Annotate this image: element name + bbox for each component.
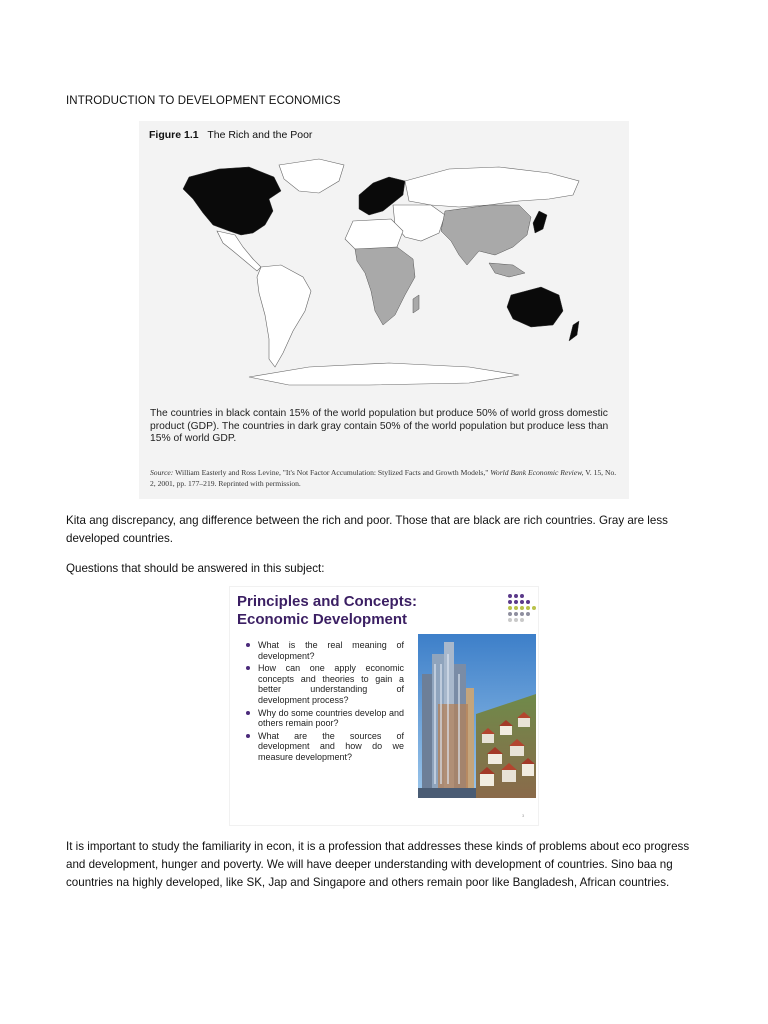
figure-source	[150, 468, 620, 489]
document-heading: INTRODUCTION TO DEVELOPMENT ECONOMICS	[66, 95, 341, 107]
paragraph-questions-intro: Questions that should be answered in this subject:	[66, 562, 325, 575]
figure-caption: The countries in black contain 15% of the world population but produce 50% of world gross domestic product (GDP). The countries in dark gray contain 50% of the world population but produce less than 15% of world GDP.	[150, 408, 609, 444]
figure-title-text: The Rich and the Poor	[207, 129, 313, 141]
slide-principles-and-concepts	[230, 587, 538, 825]
world-map	[169, 155, 609, 387]
north-africa-shape	[345, 219, 403, 251]
south-america-shape	[257, 265, 311, 367]
slide-bullet: What is the real meaning of development?	[244, 640, 404, 661]
slide-bullet: How can one apply economic concepts and theories to gain a better understanding of development process?	[244, 663, 404, 705]
slide-title-line1: Principles and Concepts:	[237, 593, 418, 610]
paragraph-importance: It is important to study the familiarity in econ, it is a profession that addresses these kinds of problems about eco progress and development, hunger and poverty. We will have deeper understanding with development of countries. Sino baa ng countries na highly developed, like SK, Jap and Singapore and others remain poor like Bangladesh, African countries.	[66, 840, 690, 889]
japan-rich-shape	[533, 211, 547, 233]
source-label: Source:	[150, 468, 174, 477]
decorative-dots-icon	[506, 592, 538, 632]
source-tail: V. 15, No. 2, 2001, pp. 177–219. Reprinted with permission.	[150, 468, 617, 488]
city-skyline-photo	[418, 634, 536, 798]
slide-bullet-list	[244, 640, 404, 765]
figure-rich-and-poor	[139, 121, 629, 499]
greenland-shape	[279, 159, 344, 193]
north-america-rich-shape	[183, 167, 281, 235]
russia-shape	[405, 167, 579, 207]
figure-title	[149, 129, 312, 141]
antarctica-shape	[249, 363, 519, 385]
slide-bullet: What are the sources of development and how do we measure development?	[244, 731, 404, 763]
central-america-shape	[217, 231, 261, 271]
africa-poor-shape	[355, 247, 415, 325]
slide-title-line2: Economic Development	[237, 611, 408, 628]
figure-number: Figure 1.1	[149, 129, 199, 141]
southeast-asia-shape	[489, 263, 525, 277]
slide-page-number: 3	[522, 813, 525, 818]
madagascar-shape	[413, 295, 419, 313]
paragraph-discrepancy: Kita ang discrepancy, ang difference between the rich and poor. Those that are black are rich countries. Gray are less developed countries.	[66, 514, 668, 545]
source-journal: World Bank Economic Review,	[490, 468, 584, 477]
source-text: William Easterly and Ross Levine, "It's Not Factor Accumulation: Stylized Facts and Growth Models,"	[175, 468, 489, 477]
australia-rich-shape	[507, 287, 563, 327]
new-zealand-rich-shape	[569, 321, 579, 341]
slide-title	[237, 593, 477, 629]
slide-bullet: Why do some countries develop and others remain poor?	[244, 708, 404, 729]
asia-poor-shape	[441, 205, 531, 265]
